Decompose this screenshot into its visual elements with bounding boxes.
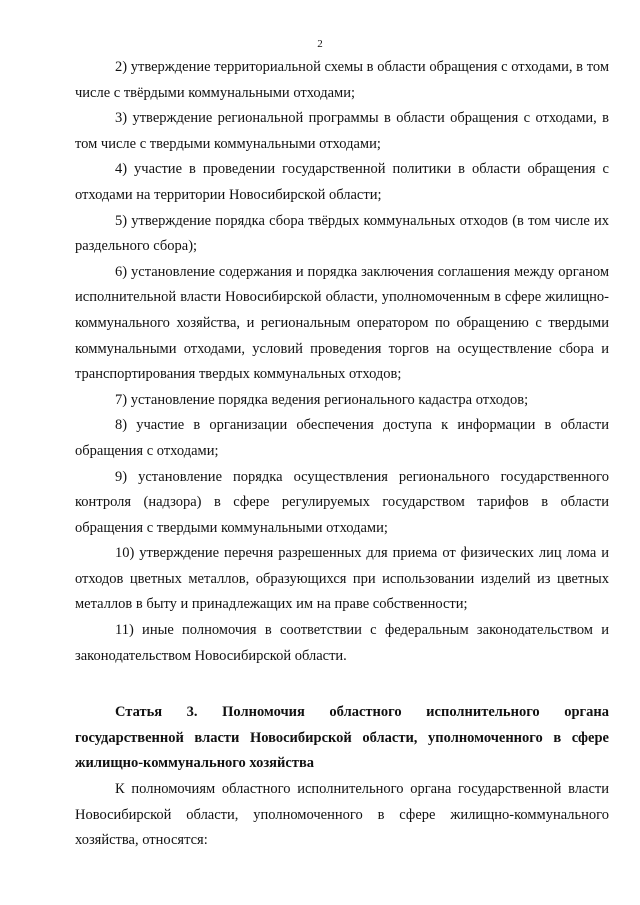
list-item-7: 7) установление порядка ведения регионального кадастра отходов; xyxy=(115,391,529,408)
page-number: 2 xyxy=(317,38,323,50)
article-intro: К полномочиям областного исполнительного органа государственной власти Новосибирской области, уполномоченного в сфере жилищно-коммунального хозяйства, относятся: xyxy=(75,781,609,849)
list-item-5: 5) утверждение порядка сбора твёрдых коммунальных отходов (в том числе их раздельного сбора); xyxy=(75,212,609,255)
list-item-2: 2) утверждение территориальной схемы в области обращения с отходами, в том числе с твёрдыми коммунальными отходами; xyxy=(75,59,609,101)
list-item-11: 11) иные полномочия в соответствии с федеральным законодательством и законодательством Новосибирской области. xyxy=(75,622,609,664)
list-item-4: 4) участие в проведении государственной политики в области обращения с отходами на территории Новосибирской области; xyxy=(75,161,609,203)
list-item-10: 10) утверждение перечня разрешенных для приема от физических лиц лома и отходов цветных металлов, образующихся при использовании изделий из цветных металлов в быту и принадлежащих им на праве собственности; xyxy=(75,545,609,613)
article-heading: Статья 3. Полномочия областного исполнительного органа государственной власти Новосибирской области, уполномоченного в сфере жилищно-коммунального хозяйства xyxy=(75,704,609,772)
list-item-3: 3) утверждение региональной программы в области обращения с отходами, в том числе с твердыми коммунальными отходами; xyxy=(75,110,609,152)
list-item-6: 6) установление содержания и порядка заключения соглашения между органом исполнительной власти Новосибирской области, уполномоченным в сфере жилищно-коммунального хозяйства, и региональным оператором по обращению с твердыми коммунальными отходами, условий проведения торгов на осуществление сбора и транспортирования твердых коммунальных отходов; xyxy=(75,263,609,383)
list-item-9: 9) установление порядка осуществления регионального государственного контроля (надзора) в сфере регулируемых государством тарифов в области обращения с твердыми коммунальными отходами; xyxy=(75,468,609,536)
list-item-8: 8) участие в организации обеспечения доступа к информации в области обращения с отходами; xyxy=(75,417,609,459)
document-body xyxy=(75,55,609,854)
section-gap xyxy=(75,669,609,700)
